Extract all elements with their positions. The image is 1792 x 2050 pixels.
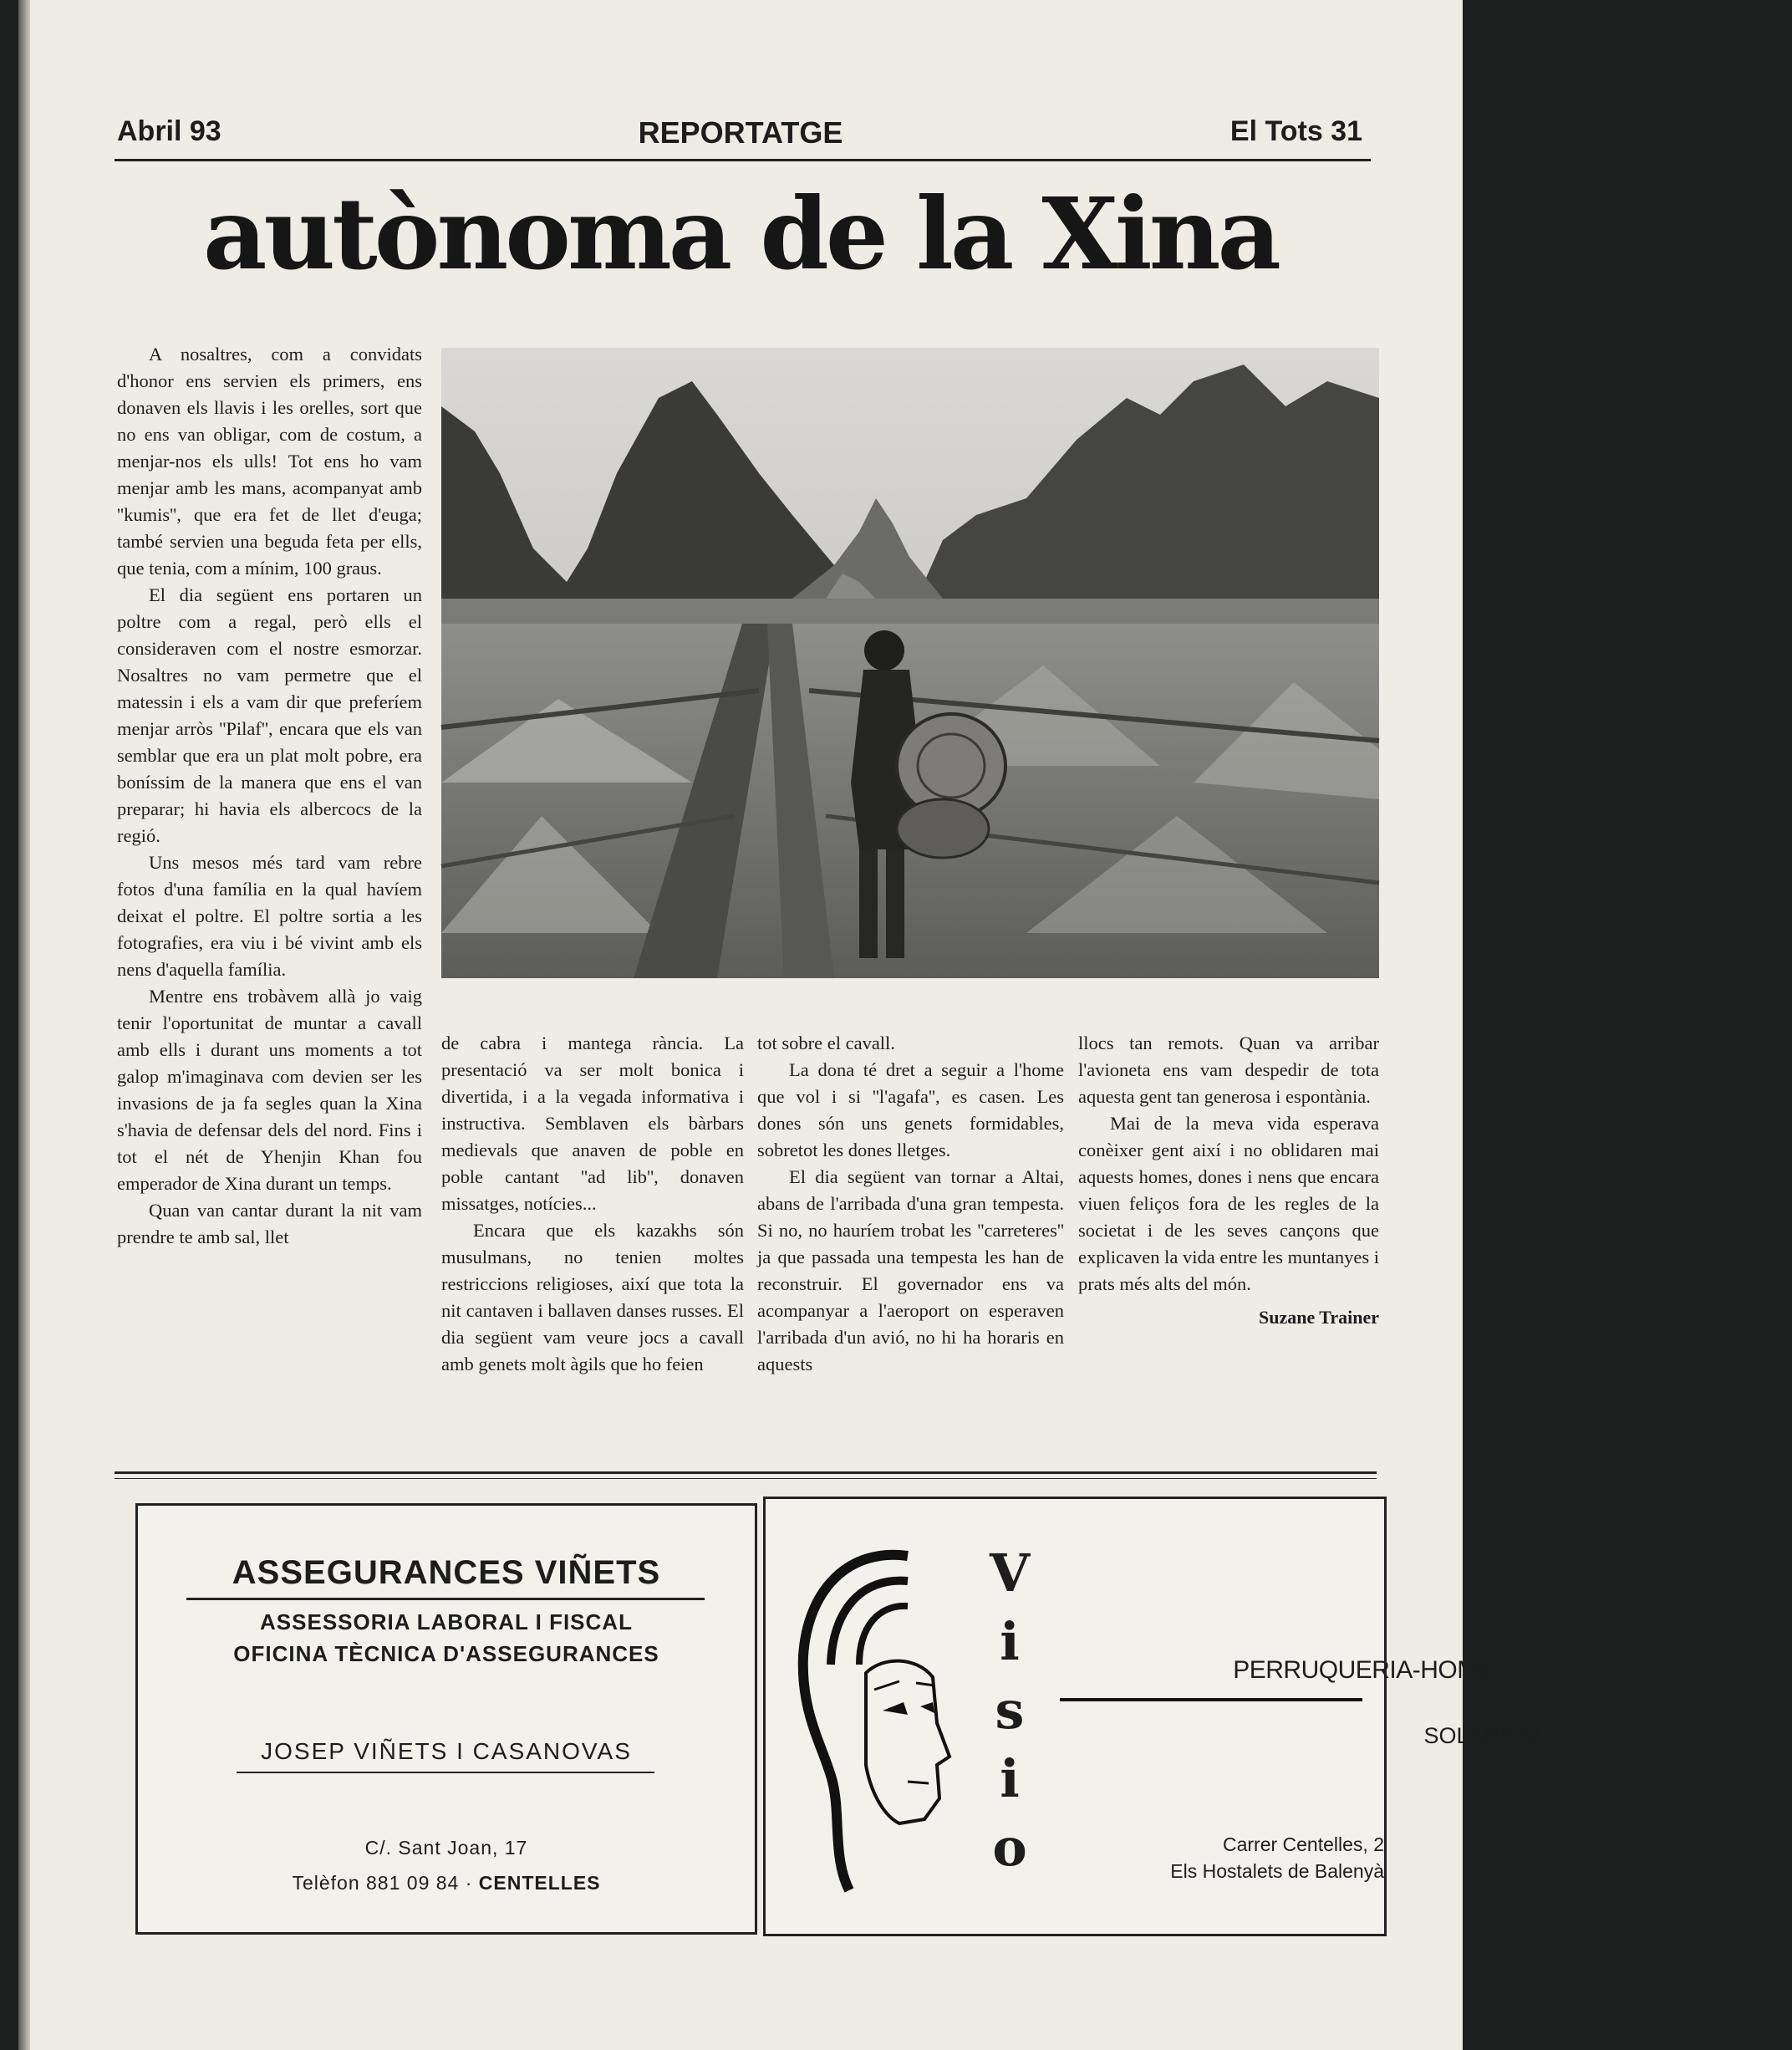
paragraph: El dia següent van tornar a Altai, abans de l'arribada d'una gran tempesta. Si no, no hauríem trobat les ''carreteres'' ja que passada una tempesta les han de reconstruir. El governador ens va acompanyar a l'aeroport on esperaven l'arribada d'un avió, no hi ha horaris en aquests <box>757 1166 1064 1374</box>
insurance-ad-town: CENTELLES <box>478 1872 601 1894</box>
hair-ad-rule <box>1060 1698 1362 1701</box>
paragraph: llocs tan remots. Quan va arribar l'avioneta ens vam despedir de tota aquesta gent tan generosa i espontània. <box>1078 1033 1379 1107</box>
visio-brand-letters <box>985 1539 1035 1882</box>
insurance-ad-contact <box>138 1872 755 1894</box>
brand-letter: o <box>992 1817 1027 1878</box>
separator: · <box>465 1872 479 1894</box>
insurance-ad <box>135 1503 757 1935</box>
article-column-3 <box>757 1030 1064 1378</box>
paragraph: de cabra i mantega rància. La presentació va ser molt bonica i divertida, i a la vegada informativa i instructiva. Semblaven els bàrbars medievals que anaven de poble en poble cantant ''ad lib'', donaven missatges, notícies... <box>441 1033 744 1214</box>
issue-date: Abril 93 <box>117 115 221 147</box>
brand-letter: i <box>1000 1748 1020 1809</box>
insurance-ad-owner: JOSEP VIÑETS I CASANOVAS <box>261 1738 632 1764</box>
magazine-page <box>18 0 1542 2050</box>
paragraph: Uns mesos més tard vam rebre fotos d'una família en la qual havíem deixat el poltre. El poltre sortia a les fotografies, era viu i bé vivint amb els nens d'aquella família. <box>117 852 422 980</box>
paragraph: A nosaltres, com a convidats d'honor ens servien els primers, ens donaven els llavis i les orelles, sort que no ens van obligar, com de costum, a menjar-nos els ulls! Tot ens ho vam menjar amb les mans, acompanyat amb ''kumis'', que era fet de llet d'euga; també servien una beguda feta per ells, que tenia, com a mínim, 100 graus. <box>117 344 422 579</box>
brand-letter: V <box>989 1543 1031 1604</box>
insurance-ad-line2: OFICINA TÈCNICA D'ASSEGURANCES <box>233 1641 659 1666</box>
hair-ad-address: Carrer Centelles, 2 <box>1222 1833 1384 1855</box>
ads-rule <box>115 1471 1377 1474</box>
insurance-ad-owner-rule <box>237 1772 654 1773</box>
insurance-ad-rule <box>186 1598 705 1600</box>
insurance-ad-name: ASSEGURANCES VIÑETS <box>232 1554 661 1591</box>
page-spine-shadow <box>18 0 30 2050</box>
insurance-ad-line1: ASSESSORIA LABORAL I FISCAL <box>260 1609 633 1634</box>
hair-ad-service2: SOLÀRIUM <box>1423 1723 1542 1748</box>
insurance-ad-phone: Telèfon 881 09 84 <box>292 1872 460 1894</box>
rice-field-photo <box>441 348 1379 978</box>
hair-ad-town: Els Hostalets de Balenyà <box>1170 1860 1384 1882</box>
brand-letter: s <box>995 1680 1025 1741</box>
article-column-1 <box>117 341 422 1251</box>
hairdresser-ad <box>763 1497 1542 1936</box>
paragraph: Mentre ens trobàvem allà jo vaig tenir l'oportunitat de muntar a cavall amb ells i durant uns moments a tot galop m'imaginava com devien ser les invasions de ja fa segles quan la Xina s'havia de defensar dels del nord. Fins i tot el nét de Yhenjin Khan fou emperador de Xina durant un temps. <box>117 986 422 1194</box>
header-rule <box>115 159 1371 161</box>
paragraph: tot sobre el cavall. <box>757 1033 895 1053</box>
insurance-ad-address: C/. Sant Joan, 17 <box>364 1837 528 1859</box>
paragraph: El dia següent ens portaren un poltre com a regal, però ells el consideraven com el nostre esmorzar. Nosaltres no vam permetre que el matessin i els a vam dir que preferíem menjar arròs ''Pilaf'', encara que els van semblar que era un plat molt pobre, era boníssim de la manera que ens el van preparar; hi havia els albercocs de la regió. <box>117 584 422 846</box>
magazine-page-number: El Tots 31 <box>1229 115 1362 147</box>
paragraph: La dona té dret a seguir a l'home que vol i si ''l'agafa'', es casen. Les dones són uns genets formidables, sobretot les dones lletges. <box>757 1059 1064 1160</box>
article-column-2 <box>441 1030 744 1378</box>
article-column-4 <box>1078 1030 1379 1331</box>
article-author: Suzane Trainer <box>1258 1307 1379 1328</box>
section-title: REPORTATGE <box>638 115 843 150</box>
article-headline: autònoma de la Xina <box>202 176 1278 292</box>
ads-rule-thin <box>115 1478 1377 1479</box>
paragraph: Quan van cantar durant la nit vam prendre te amb sal, llet <box>117 1200 422 1247</box>
paragraph: Encara que els kazakhs són musulmans, no tenien moltes restriccions religioses, així que tota la nit cantaven i ballaven danses russes. El dia següent vam veure jocs a cavall amb genets molt àgils que ho feien <box>441 1220 744 1374</box>
paragraph: Mai de la meva vida esperava conèixer gent així i no oblidaren mai aquests homes, dones i nens que encara viuen feliços fora de les regles de la societat i de les seves cançons que explicaven la vida entre les muntanyes i prats més alts del món. <box>1078 1113 1379 1294</box>
hair-ad-service1: PERRUQUERIA-HOMES <box>1233 1656 1510 1684</box>
brand-letter: i <box>1000 1611 1020 1672</box>
